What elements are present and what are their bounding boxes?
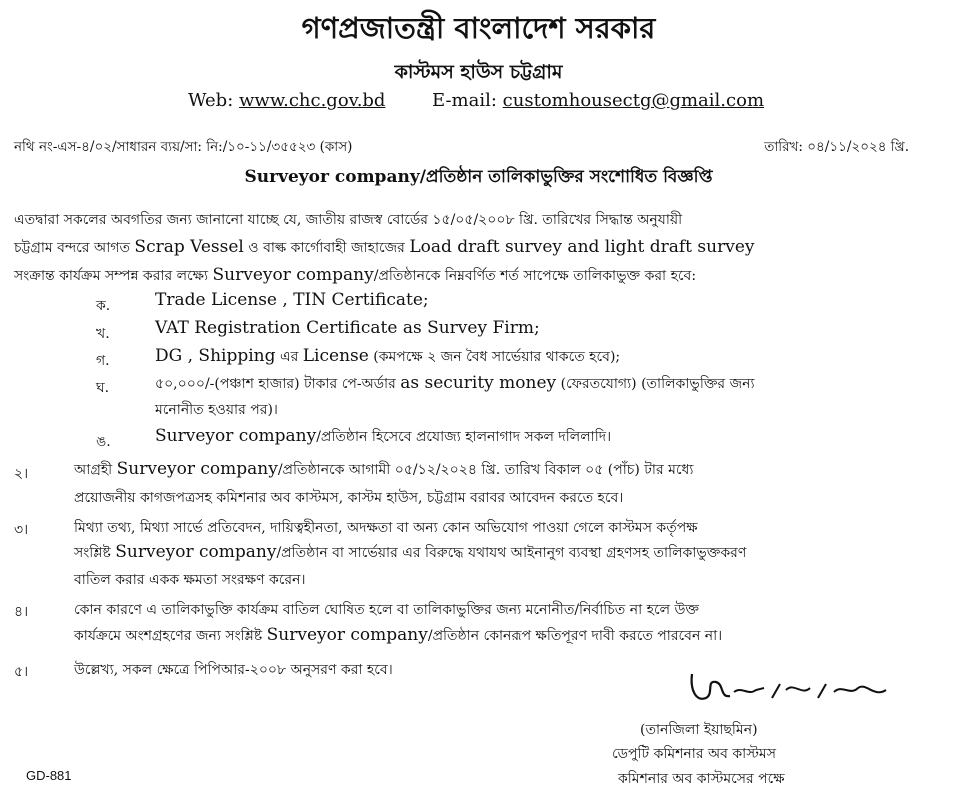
- signatory-name: (তানজিলা ইয়াছমিন): [640, 722, 758, 738]
- para4-line-2: [74, 624, 722, 648]
- condition-label: ঙ.: [96, 434, 111, 450]
- signatory-on-behalf: কমিশনার অব কাস্টমসের পক্ষে: [618, 771, 785, 787]
- para2-line-1: [74, 458, 693, 482]
- condition-text: ৫০,০০০/-(পঞ্চাশ হাজার) টাকার পে-অর্ডার: [155, 376, 401, 392]
- condition-gha-line-1: [155, 372, 755, 396]
- intro-text: Scrap Vessel: [134, 237, 244, 257]
- para-text: Surveyor company: [115, 542, 277, 562]
- condition-label: খ.: [96, 326, 110, 342]
- intro-text: সংক্রান্ত কার্যক্রম সম্পন্ন করার লক্ষ্যে: [14, 268, 213, 284]
- web-link[interactable]: www.chc.gov.bd: [239, 90, 386, 111]
- condition-text: Surveyor company: [155, 426, 317, 446]
- intro-text: Surveyor company: [212, 265, 374, 285]
- office-title: কাস্টমস হাউস চট্টগ্রাম: [394, 61, 563, 83]
- condition-ga: [155, 345, 620, 369]
- intro-text: ও বাল্ক কার্গোবাহী জাহাজের: [243, 240, 410, 256]
- para5-line-1: উল্লেখ্য, সকল ক্ষেত্রে পিপিআর-২০০৮ অনুসরণ করা হবে।: [74, 662, 393, 678]
- document-code: GD-881: [26, 768, 72, 783]
- para-text: Surveyor company: [116, 459, 278, 479]
- file-number: নথি নং-এস-৪/০২/সাধারন ব্যয়/সা: নি:/১০-১১/৩৫৫২৩ (কাস): [14, 139, 353, 155]
- condition-text: DG , Shipping: [155, 346, 276, 366]
- para-text: /প্রতিষ্ঠান কোনরূপ ক্ষতিপূরণ দাবী করতে পারবেন না।: [427, 628, 723, 644]
- para-text: কার্যক্রমে অংশগ্রহণের জন্য সংশ্লিষ্ট: [74, 628, 267, 644]
- para-text: Surveyor company: [266, 625, 428, 645]
- condition-label: ঘ.: [96, 380, 110, 396]
- intro-line-1: এতদ্বারা সকলের অবগতির জন্য জানানো যাচ্ছে যে, জাতীয় রাজস্ব বোর্ডের ১৫/০৫/২০০৮ খ্রি. তারিখের সিদ্ধান্ত অনুযায়ী: [14, 212, 683, 228]
- paragraph-number: ৫।: [14, 664, 29, 680]
- intro-text: /প্রতিষ্ঠানকে নিম্নবর্ণিত শর্ত সাপেক্ষে তালিকাভুক্ত করা হবে:: [373, 268, 697, 284]
- para3-line-1: মিথ্যা তথ্য, মিথ্যা সার্ভে প্রতিবেদন, দায়িত্বহীনতা, অদক্ষতা বা অন্য কোন অভিযোগ পাওয়া গেলে কাস্টমস কর্তৃপক্ষ: [74, 520, 698, 536]
- web-label: Web:: [188, 90, 234, 111]
- para4-line-1: কোন কারণে এ তালিকাভুক্তি কার্যক্রম বাতিল ঘোষিত হলে বা তালিকাভুক্তির জন্য মনোনীত/নির্বাচিত না হলে উক্ত: [74, 602, 699, 618]
- intro-line-2: [14, 236, 754, 260]
- notice-subject: Surveyor company/প্রতিষ্ঠান তালিকাভুক্তির সংশোধিত বিজ্ঞপ্তি: [244, 167, 713, 187]
- government-title: গণপ্রজাতন্ত্রী বাংলাদেশ সরকার: [301, 11, 656, 45]
- intro-text: চট্টগ্রাম বন্দরে আগত: [14, 240, 135, 256]
- email-label: E-mail:: [432, 90, 497, 111]
- condition-gha-line-2: মনোনীত হওয়ার পর)।: [155, 402, 278, 418]
- condition-text: (ফেরতযোগ্য) (তালিকাভুক্তির জন্য: [556, 376, 755, 392]
- para3-line-3: বাতিল করার একক ক্ষমতা সংরক্ষণ করেন।: [74, 572, 306, 588]
- para-text: /প্রতিষ্ঠানকে আগামী ০৫/১২/২০২৪ খ্রি. তারিখ বিকাল ০৫ (পাঁচ) টার মধ্যে: [277, 462, 694, 478]
- condition-umo: [155, 425, 611, 449]
- condition-label: গ.: [96, 353, 110, 369]
- web-line: [188, 90, 385, 111]
- condition-text: /প্রতিষ্ঠান হিসেবে প্রযোজ্য হালনাগাদ সকল দলিলাদি।: [316, 429, 612, 445]
- condition-label: ক.: [96, 298, 111, 314]
- para-text: আগ্রহী: [74, 462, 117, 478]
- paragraph-number: ৪।: [14, 604, 29, 620]
- para-text: সংশ্লিষ্ট: [74, 545, 116, 561]
- condition-ka: Trade License , TIN Certificate;: [155, 290, 429, 310]
- condition-text: এর: [275, 349, 303, 365]
- intro-text: Load draft survey and light draft survey: [409, 237, 755, 257]
- para-text: /প্রতিষ্ঠান বা সার্ভেয়ার এর বিরুদ্ধে যথাযথ আইনানুগ ব্যবস্থা গ্রহণসহ তালিকাভুক্তকরণ: [276, 545, 747, 561]
- handwritten-signature: [686, 668, 896, 714]
- paragraph-number: ৩।: [14, 522, 29, 538]
- issue-date: তারিখ: ০৪/১১/২০২৪ খ্রি.: [764, 139, 909, 155]
- email-line: [432, 90, 764, 111]
- para2-line-2: প্রয়োজনীয় কাগজপত্রসহ কমিশনার অব কাস্টমস, কাস্টম হাউস, চট্টগ্রাম বরাবর আবেদন করতে হবে।: [74, 490, 624, 506]
- condition-text: (কমপক্ষে ২ জন বৈধ সার্ভেয়ার থাকতে হবে);: [368, 349, 621, 365]
- condition-text: as security money: [400, 373, 557, 393]
- intro-line-3: [14, 264, 696, 288]
- condition-text: License: [302, 346, 369, 366]
- email-link[interactable]: customhousectg@gmail.com: [502, 90, 765, 111]
- signatory-designation: ডেপুটি কমিশনার অব কাস্টমস: [612, 746, 776, 762]
- para3-line-2: [74, 541, 746, 565]
- paragraph-number: ২।: [14, 466, 29, 482]
- condition-kha: VAT Registration Certificate as Survey Firm;: [155, 318, 540, 338]
